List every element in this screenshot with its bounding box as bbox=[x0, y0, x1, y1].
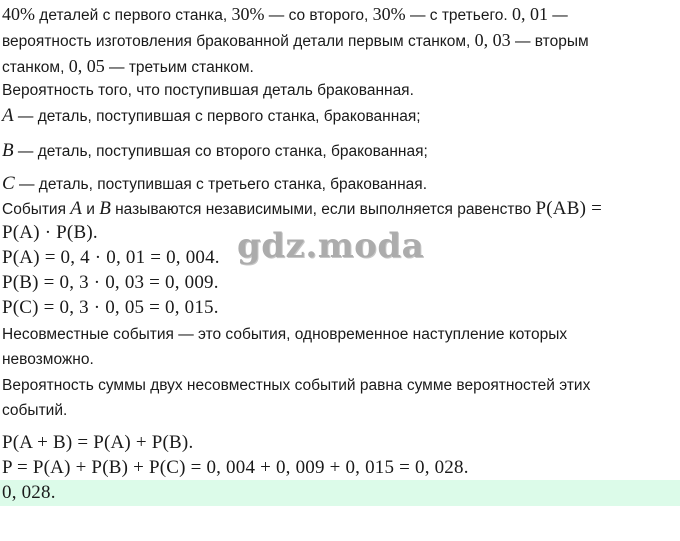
watermark-logo: gdz.moda bbox=[237, 226, 425, 266]
variable-b: B bbox=[99, 198, 111, 219]
variable-c: C bbox=[2, 173, 15, 194]
variable-a: A bbox=[70, 198, 82, 219]
formula-total: P = P(A) + P(B) + P(C) = 0, 004 + 0, 009 + 0, 015 = 0, 028. bbox=[2, 457, 469, 478]
text-segment: станком, bbox=[2, 59, 69, 76]
text-segment: — вторым bbox=[510, 33, 589, 50]
text-segment: — деталь, поступившая со второго станка, бракованная; bbox=[13, 143, 428, 160]
sum-rule-2: событий. bbox=[2, 402, 68, 419]
formula-p-ab: P(AB) = bbox=[535, 198, 602, 219]
text-segment: — деталь, поступившая с третьего станка, бракованная. bbox=[14, 176, 427, 193]
math-0-05: 0, 05 bbox=[68, 56, 105, 76]
definition-event-c bbox=[2, 174, 427, 195]
text-segment: и bbox=[81, 201, 100, 218]
incompatible-definition-1: Несовместные события — это события, одновременное наступление которых bbox=[2, 326, 568, 343]
math-0-03: 0, 03 bbox=[474, 30, 511, 50]
formula-p-a: P(A) = 0, 4 · 0, 01 = 0, 004. bbox=[2, 247, 220, 268]
sum-rule-1: Вероятность суммы двух несовместных событий равна сумме вероятностей этих bbox=[2, 377, 591, 394]
definition-event-a bbox=[2, 106, 421, 127]
answer-highlight bbox=[0, 480, 680, 506]
text-segment: — с третьего. bbox=[405, 7, 512, 24]
formula-p-c: P(C) = 0, 3 · 0, 05 = 0, 015. bbox=[2, 297, 219, 318]
math-40-percent: 40% bbox=[2, 4, 35, 24]
text-segment: называются независимыми, если выполняется равенство bbox=[110, 201, 536, 218]
text-segment: — деталь, поступившая с первого станка, бракованная; bbox=[13, 108, 421, 125]
incompatible-definition-2: невозможно. bbox=[2, 351, 94, 368]
math-0-01: 0, 01 bbox=[512, 4, 548, 24]
text-segment: — третьим станком. bbox=[104, 59, 254, 76]
math-30-percent: 30% bbox=[372, 4, 406, 24]
text-segment: вероятность изготовления бракованной детали первым станком, bbox=[2, 33, 475, 50]
independence-rule bbox=[2, 199, 602, 220]
line-conditions-3 bbox=[2, 56, 254, 78]
line-conditions-2 bbox=[2, 30, 589, 52]
definition-event-b bbox=[2, 141, 428, 162]
text-segment: — bbox=[548, 7, 568, 24]
text-segment: — со второго, bbox=[264, 7, 373, 24]
variable-a: A bbox=[2, 105, 14, 126]
formula-sum: P(A + B) = P(A) + P(B). bbox=[2, 432, 194, 453]
math-30-percent: 30% bbox=[231, 4, 265, 24]
question-text: Вероятность того, что поступившая деталь бракованная. bbox=[2, 82, 414, 99]
formula-p-b: P(B) = 0, 3 · 0, 03 = 0, 009. bbox=[2, 272, 219, 293]
text-segment: деталей с первого станка, bbox=[35, 7, 232, 24]
variable-b: B bbox=[2, 140, 14, 161]
answer-value: 0, 028. bbox=[2, 482, 56, 503]
text-segment: События bbox=[2, 201, 71, 218]
line-conditions-1 bbox=[2, 4, 568, 26]
formula-product: P(A) · P(B). bbox=[2, 222, 98, 243]
